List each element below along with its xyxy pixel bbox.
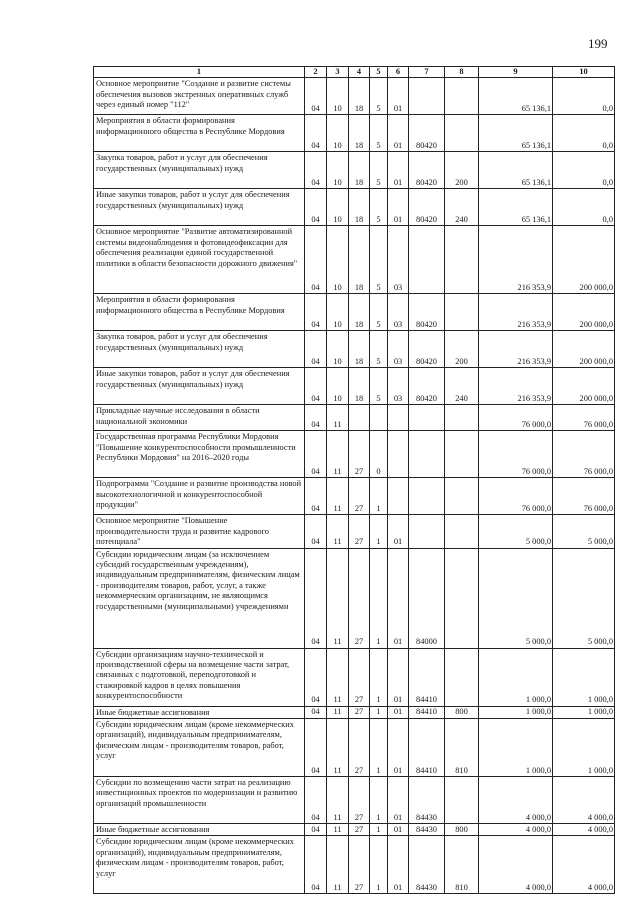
cell-col-2: 04 xyxy=(305,719,327,777)
cell-col-5: 5 xyxy=(370,115,388,152)
cell-col-7 xyxy=(409,431,445,478)
cell-col-7: 80420 xyxy=(409,189,445,226)
cell-col-9: 5 000,0 xyxy=(479,515,553,548)
row-name: Субсидии юридическим лицам (кроме некоммерческих организаций), индивидуальным предпринимателям, физическим лицам - производителям товаров, работ, услуг xyxy=(94,719,305,777)
table-row xyxy=(94,226,615,294)
cell-col-4: 18 xyxy=(349,152,370,189)
table-row xyxy=(94,648,615,706)
cell-col-9: 76 000,0 xyxy=(479,431,553,478)
cell-col-3: 10 xyxy=(327,78,349,115)
cell-col-4: 18 xyxy=(349,331,370,368)
cell-col-10: 0,0 xyxy=(553,78,615,115)
cell-col-3: 11 xyxy=(327,405,349,431)
cell-col-6: 03 xyxy=(388,368,409,405)
cell-col-6: 01 xyxy=(388,152,409,189)
cell-col-3: 11 xyxy=(327,515,349,548)
cell-col-6: 01 xyxy=(388,115,409,152)
cell-col-3: 10 xyxy=(327,294,349,331)
cell-col-3: 11 xyxy=(327,431,349,478)
row-name: Закупка товаров, работ и услуг для обеспечения государственных (муниципальных) нужд xyxy=(94,331,305,368)
cell-col-6: 01 xyxy=(388,189,409,226)
cell-col-2: 04 xyxy=(305,78,327,115)
cell-col-5 xyxy=(370,405,388,431)
cell-col-3: 11 xyxy=(327,719,349,777)
cell-col-6 xyxy=(388,405,409,431)
cell-col-9: 1 000,0 xyxy=(479,706,553,718)
cell-col-7: 80420 xyxy=(409,115,445,152)
cell-col-8: 200 xyxy=(445,152,479,189)
cell-col-7: 80420 xyxy=(409,331,445,368)
cell-col-4: 27 xyxy=(349,836,370,894)
cell-col-8 xyxy=(445,648,479,706)
cell-col-8: 810 xyxy=(445,836,479,894)
cell-col-8 xyxy=(445,78,479,115)
cell-col-5: 5 xyxy=(370,189,388,226)
cell-col-6: 01 xyxy=(388,648,409,706)
cell-col-10: 76 000,0 xyxy=(553,478,615,515)
column-header-1: 1 xyxy=(94,67,305,78)
cell-col-5: 5 xyxy=(370,78,388,115)
cell-col-6: 03 xyxy=(388,331,409,368)
table-row xyxy=(94,478,615,515)
row-name: Иные закупки товаров, работ и услуг для обеспечения государственных (муниципальных) нужд xyxy=(94,368,305,405)
cell-col-4: 18 xyxy=(349,294,370,331)
cell-col-4: 18 xyxy=(349,226,370,294)
column-header-6: 6 xyxy=(388,67,409,78)
cell-col-8 xyxy=(445,478,479,515)
cell-col-5: 1 xyxy=(370,648,388,706)
column-header-9: 9 xyxy=(479,67,553,78)
cell-col-2: 04 xyxy=(305,777,327,824)
cell-col-9: 4 000,0 xyxy=(479,836,553,894)
cell-col-4: 18 xyxy=(349,115,370,152)
page-number: 199 xyxy=(588,36,608,51)
cell-col-2: 04 xyxy=(305,331,327,368)
cell-col-8 xyxy=(445,405,479,431)
cell-col-4: 27 xyxy=(349,648,370,706)
cell-col-4: 27 xyxy=(349,706,370,718)
cell-col-9: 65 136,1 xyxy=(479,115,553,152)
cell-col-7 xyxy=(409,405,445,431)
cell-col-7 xyxy=(409,226,445,294)
row-name: Иные бюджетные ассигнования xyxy=(94,824,305,836)
cell-col-7: 84430 xyxy=(409,777,445,824)
table-row xyxy=(94,719,615,777)
cell-col-8: 200 xyxy=(445,331,479,368)
cell-col-2: 04 xyxy=(305,405,327,431)
cell-col-6 xyxy=(388,478,409,515)
table-row xyxy=(94,331,615,368)
cell-col-10: 1 000,0 xyxy=(553,719,615,777)
table-row xyxy=(94,368,615,405)
cell-col-3: 10 xyxy=(327,226,349,294)
cell-col-7: 80420 xyxy=(409,152,445,189)
cell-col-5: 1 xyxy=(370,824,388,836)
cell-col-10: 4 000,0 xyxy=(553,824,615,836)
cell-col-10: 5 000,0 xyxy=(553,515,615,548)
cell-col-10: 4 000,0 xyxy=(553,836,615,894)
row-name: Основное мероприятие "Повышение производительности труда и развитие кадрового потенциала" xyxy=(94,515,305,548)
cell-col-4: 27 xyxy=(349,824,370,836)
cell-col-7 xyxy=(409,478,445,515)
cell-col-9: 216 353,9 xyxy=(479,226,553,294)
cell-col-2: 04 xyxy=(305,294,327,331)
row-name: Мероприятия в области формирования информационного общества в Республике Мордовия xyxy=(94,115,305,152)
cell-col-3: 10 xyxy=(327,189,349,226)
cell-col-7: 80420 xyxy=(409,368,445,405)
cell-col-10: 1 000,0 xyxy=(553,648,615,706)
cell-col-2: 04 xyxy=(305,189,327,226)
cell-col-3: 11 xyxy=(327,548,349,648)
cell-col-4: 18 xyxy=(349,78,370,115)
cell-col-7 xyxy=(409,515,445,548)
cell-col-7 xyxy=(409,78,445,115)
cell-col-2: 04 xyxy=(305,431,327,478)
cell-col-2: 04 xyxy=(305,368,327,405)
row-name: Субсидии по возмещению части затрат на реализацию инвестиционных проектов по модернизации и развитию организаций промышленности xyxy=(94,777,305,824)
row-name: Прикладные научные исследования в области национальной экономики xyxy=(94,405,305,431)
cell-col-5: 1 xyxy=(370,706,388,718)
table-row xyxy=(94,189,615,226)
cell-col-4: 27 xyxy=(349,777,370,824)
cell-col-10: 4 000,0 xyxy=(553,777,615,824)
table-row xyxy=(94,294,615,331)
cell-col-5: 5 xyxy=(370,226,388,294)
cell-col-6: 01 xyxy=(388,719,409,777)
cell-col-9: 5 000,0 xyxy=(479,548,553,648)
cell-col-9: 65 136,1 xyxy=(479,152,553,189)
cell-col-6: 01 xyxy=(388,515,409,548)
cell-col-7: 84000 xyxy=(409,548,445,648)
cell-col-7: 84410 xyxy=(409,648,445,706)
cell-col-5: 1 xyxy=(370,719,388,777)
cell-col-3: 10 xyxy=(327,368,349,405)
row-name: Закупка товаров, работ и услуг для обеспечения государственных (муниципальных) нужд xyxy=(94,152,305,189)
cell-col-7: 80420 xyxy=(409,294,445,331)
cell-col-3: 11 xyxy=(327,836,349,894)
cell-col-5: 1 xyxy=(370,548,388,648)
cell-col-8 xyxy=(445,431,479,478)
column-header-3: 3 xyxy=(327,67,349,78)
column-header-8: 8 xyxy=(445,67,479,78)
cell-col-4 xyxy=(349,405,370,431)
cell-col-8 xyxy=(445,226,479,294)
cell-col-9: 65 136,1 xyxy=(479,78,553,115)
row-name: Подпрограмма "Создание и развитие производства новой высокотехнологичной и конкурентоспособной продукции" xyxy=(94,478,305,515)
cell-col-2: 04 xyxy=(305,836,327,894)
cell-col-3: 11 xyxy=(327,824,349,836)
cell-col-5: 5 xyxy=(370,331,388,368)
cell-col-9: 4 000,0 xyxy=(479,824,553,836)
cell-col-2: 04 xyxy=(305,548,327,648)
cell-col-10: 200 000,0 xyxy=(553,294,615,331)
cell-col-2: 04 xyxy=(305,706,327,718)
cell-col-6 xyxy=(388,431,409,478)
cell-col-10: 76 000,0 xyxy=(553,405,615,431)
cell-col-2: 04 xyxy=(305,515,327,548)
table-row xyxy=(94,152,615,189)
cell-col-4: 27 xyxy=(349,478,370,515)
cell-col-8 xyxy=(445,777,479,824)
cell-col-5: 1 xyxy=(370,836,388,894)
cell-col-10: 5 000,0 xyxy=(553,548,615,648)
column-header-4: 4 xyxy=(349,67,370,78)
cell-col-6: 01 xyxy=(388,706,409,718)
cell-col-5: 1 xyxy=(370,777,388,824)
cell-col-6: 03 xyxy=(388,226,409,294)
cell-col-9: 4 000,0 xyxy=(479,777,553,824)
cell-col-8 xyxy=(445,294,479,331)
cell-col-3: 11 xyxy=(327,777,349,824)
row-name: Субсидии организациям научно-технической и производственной сферы на возмещение части затрат, связанных с подготовкой, переподготовкой и стажировкой кадров в целях повышения конкурентоспособности xyxy=(94,648,305,706)
cell-col-3: 11 xyxy=(327,706,349,718)
cell-col-7: 84410 xyxy=(409,719,445,777)
cell-col-7: 84430 xyxy=(409,836,445,894)
cell-col-4: 18 xyxy=(349,189,370,226)
row-name: Иные закупки товаров, работ и услуг для обеспечения государственных (муниципальных) нужд xyxy=(94,189,305,226)
table-row xyxy=(94,548,615,648)
cell-col-6: 01 xyxy=(388,777,409,824)
cell-col-5: 0 xyxy=(370,431,388,478)
cell-col-8 xyxy=(445,515,479,548)
cell-col-9: 76 000,0 xyxy=(479,405,553,431)
header-row xyxy=(94,67,615,78)
cell-col-8: 810 xyxy=(445,719,479,777)
cell-col-7: 84410 xyxy=(409,706,445,718)
cell-col-9: 76 000,0 xyxy=(479,478,553,515)
cell-col-4: 27 xyxy=(349,515,370,548)
cell-col-4: 27 xyxy=(349,431,370,478)
cell-col-2: 04 xyxy=(305,478,327,515)
cell-col-5: 5 xyxy=(370,368,388,405)
table-row xyxy=(94,515,615,548)
column-header-5: 5 xyxy=(370,67,388,78)
cell-col-3: 10 xyxy=(327,331,349,368)
row-name: Основное мероприятие "Развитие автоматизированной системы видеонаблюдения и фотовидеофиксации для обеспечения реализации единой государственной политики в области безопасности дорожного движения" xyxy=(94,226,305,294)
table-row xyxy=(94,777,615,824)
budget-table xyxy=(93,66,615,894)
cell-col-8 xyxy=(445,115,479,152)
cell-col-2: 04 xyxy=(305,648,327,706)
column-header-10: 10 xyxy=(553,67,615,78)
table-row xyxy=(94,706,615,718)
cell-col-10: 200 000,0 xyxy=(553,226,615,294)
cell-col-2: 04 xyxy=(305,226,327,294)
row-name: Государственная программа Республики Мордовия "Повышение конкурентоспособности промышленности Республики Мордовия" на 2016–2020 годы xyxy=(94,431,305,478)
cell-col-2: 04 xyxy=(305,152,327,189)
cell-col-6: 01 xyxy=(388,824,409,836)
cell-col-6: 01 xyxy=(388,78,409,115)
cell-col-7: 84430 xyxy=(409,824,445,836)
cell-col-6: 01 xyxy=(388,548,409,648)
table-body xyxy=(94,78,615,894)
cell-col-9: 216 353,9 xyxy=(479,331,553,368)
cell-col-10: 0,0 xyxy=(553,189,615,226)
cell-col-9: 1 000,0 xyxy=(479,719,553,777)
cell-col-10: 0,0 xyxy=(553,152,615,189)
table-row xyxy=(94,78,615,115)
cell-col-8 xyxy=(445,548,479,648)
cell-col-8: 240 xyxy=(445,189,479,226)
cell-col-10: 0,0 xyxy=(553,115,615,152)
cell-col-9: 216 353,9 xyxy=(479,294,553,331)
cell-col-8: 800 xyxy=(445,824,479,836)
cell-col-10: 1 000,0 xyxy=(553,706,615,718)
cell-col-9: 216 353,9 xyxy=(479,368,553,405)
cell-col-5: 5 xyxy=(370,152,388,189)
row-name: Иные бюджетные ассигнования xyxy=(94,706,305,718)
column-header-7: 7 xyxy=(409,67,445,78)
cell-col-8: 240 xyxy=(445,368,479,405)
row-name: Основное мероприятие "Создание и развитие системы обеспечения вызовов экстренных оперативных служб через единый номер "112" xyxy=(94,78,305,115)
table-row xyxy=(94,115,615,152)
row-name: Субсидии юридическим лицам (кроме некоммерческих организаций), индивидуальным предпринимателям, физическим лицам - производителям товаров, работ, услуг xyxy=(94,836,305,894)
table-row xyxy=(94,824,615,836)
cell-col-5: 5 xyxy=(370,294,388,331)
cell-col-9: 1 000,0 xyxy=(479,648,553,706)
cell-col-3: 11 xyxy=(327,648,349,706)
cell-col-4: 27 xyxy=(349,719,370,777)
cell-col-5: 1 xyxy=(370,478,388,515)
cell-col-8: 800 xyxy=(445,706,479,718)
cell-col-6: 01 xyxy=(388,836,409,894)
cell-col-9: 65 136,1 xyxy=(479,189,553,226)
cell-col-10: 200 000,0 xyxy=(553,368,615,405)
cell-col-5: 1 xyxy=(370,515,388,548)
cell-col-10: 76 000,0 xyxy=(553,431,615,478)
cell-col-3: 10 xyxy=(327,115,349,152)
cell-col-4: 27 xyxy=(349,548,370,648)
column-header-2: 2 xyxy=(305,67,327,78)
cell-col-2: 04 xyxy=(305,824,327,836)
table-row xyxy=(94,431,615,478)
cell-col-2: 04 xyxy=(305,115,327,152)
row-name: Субсидии юридическим лицам (за исключением субсидий государственным учреждениям), индивидуальным предпринимателям, физическим лицам - производителям товаров, работ, услуг, а также некоммерческим организациям, не являющимся государственными (муниципальными) учреждениями xyxy=(94,548,305,648)
cell-col-10: 200 000,0 xyxy=(553,331,615,368)
cell-col-4: 18 xyxy=(349,368,370,405)
cell-col-6: 03 xyxy=(388,294,409,331)
row-name: Мероприятия в области формирования информационного общества в Республике Мордовия xyxy=(94,294,305,331)
cell-col-3: 10 xyxy=(327,152,349,189)
table-row xyxy=(94,836,615,894)
cell-col-3: 11 xyxy=(327,478,349,515)
table-row xyxy=(94,405,615,431)
